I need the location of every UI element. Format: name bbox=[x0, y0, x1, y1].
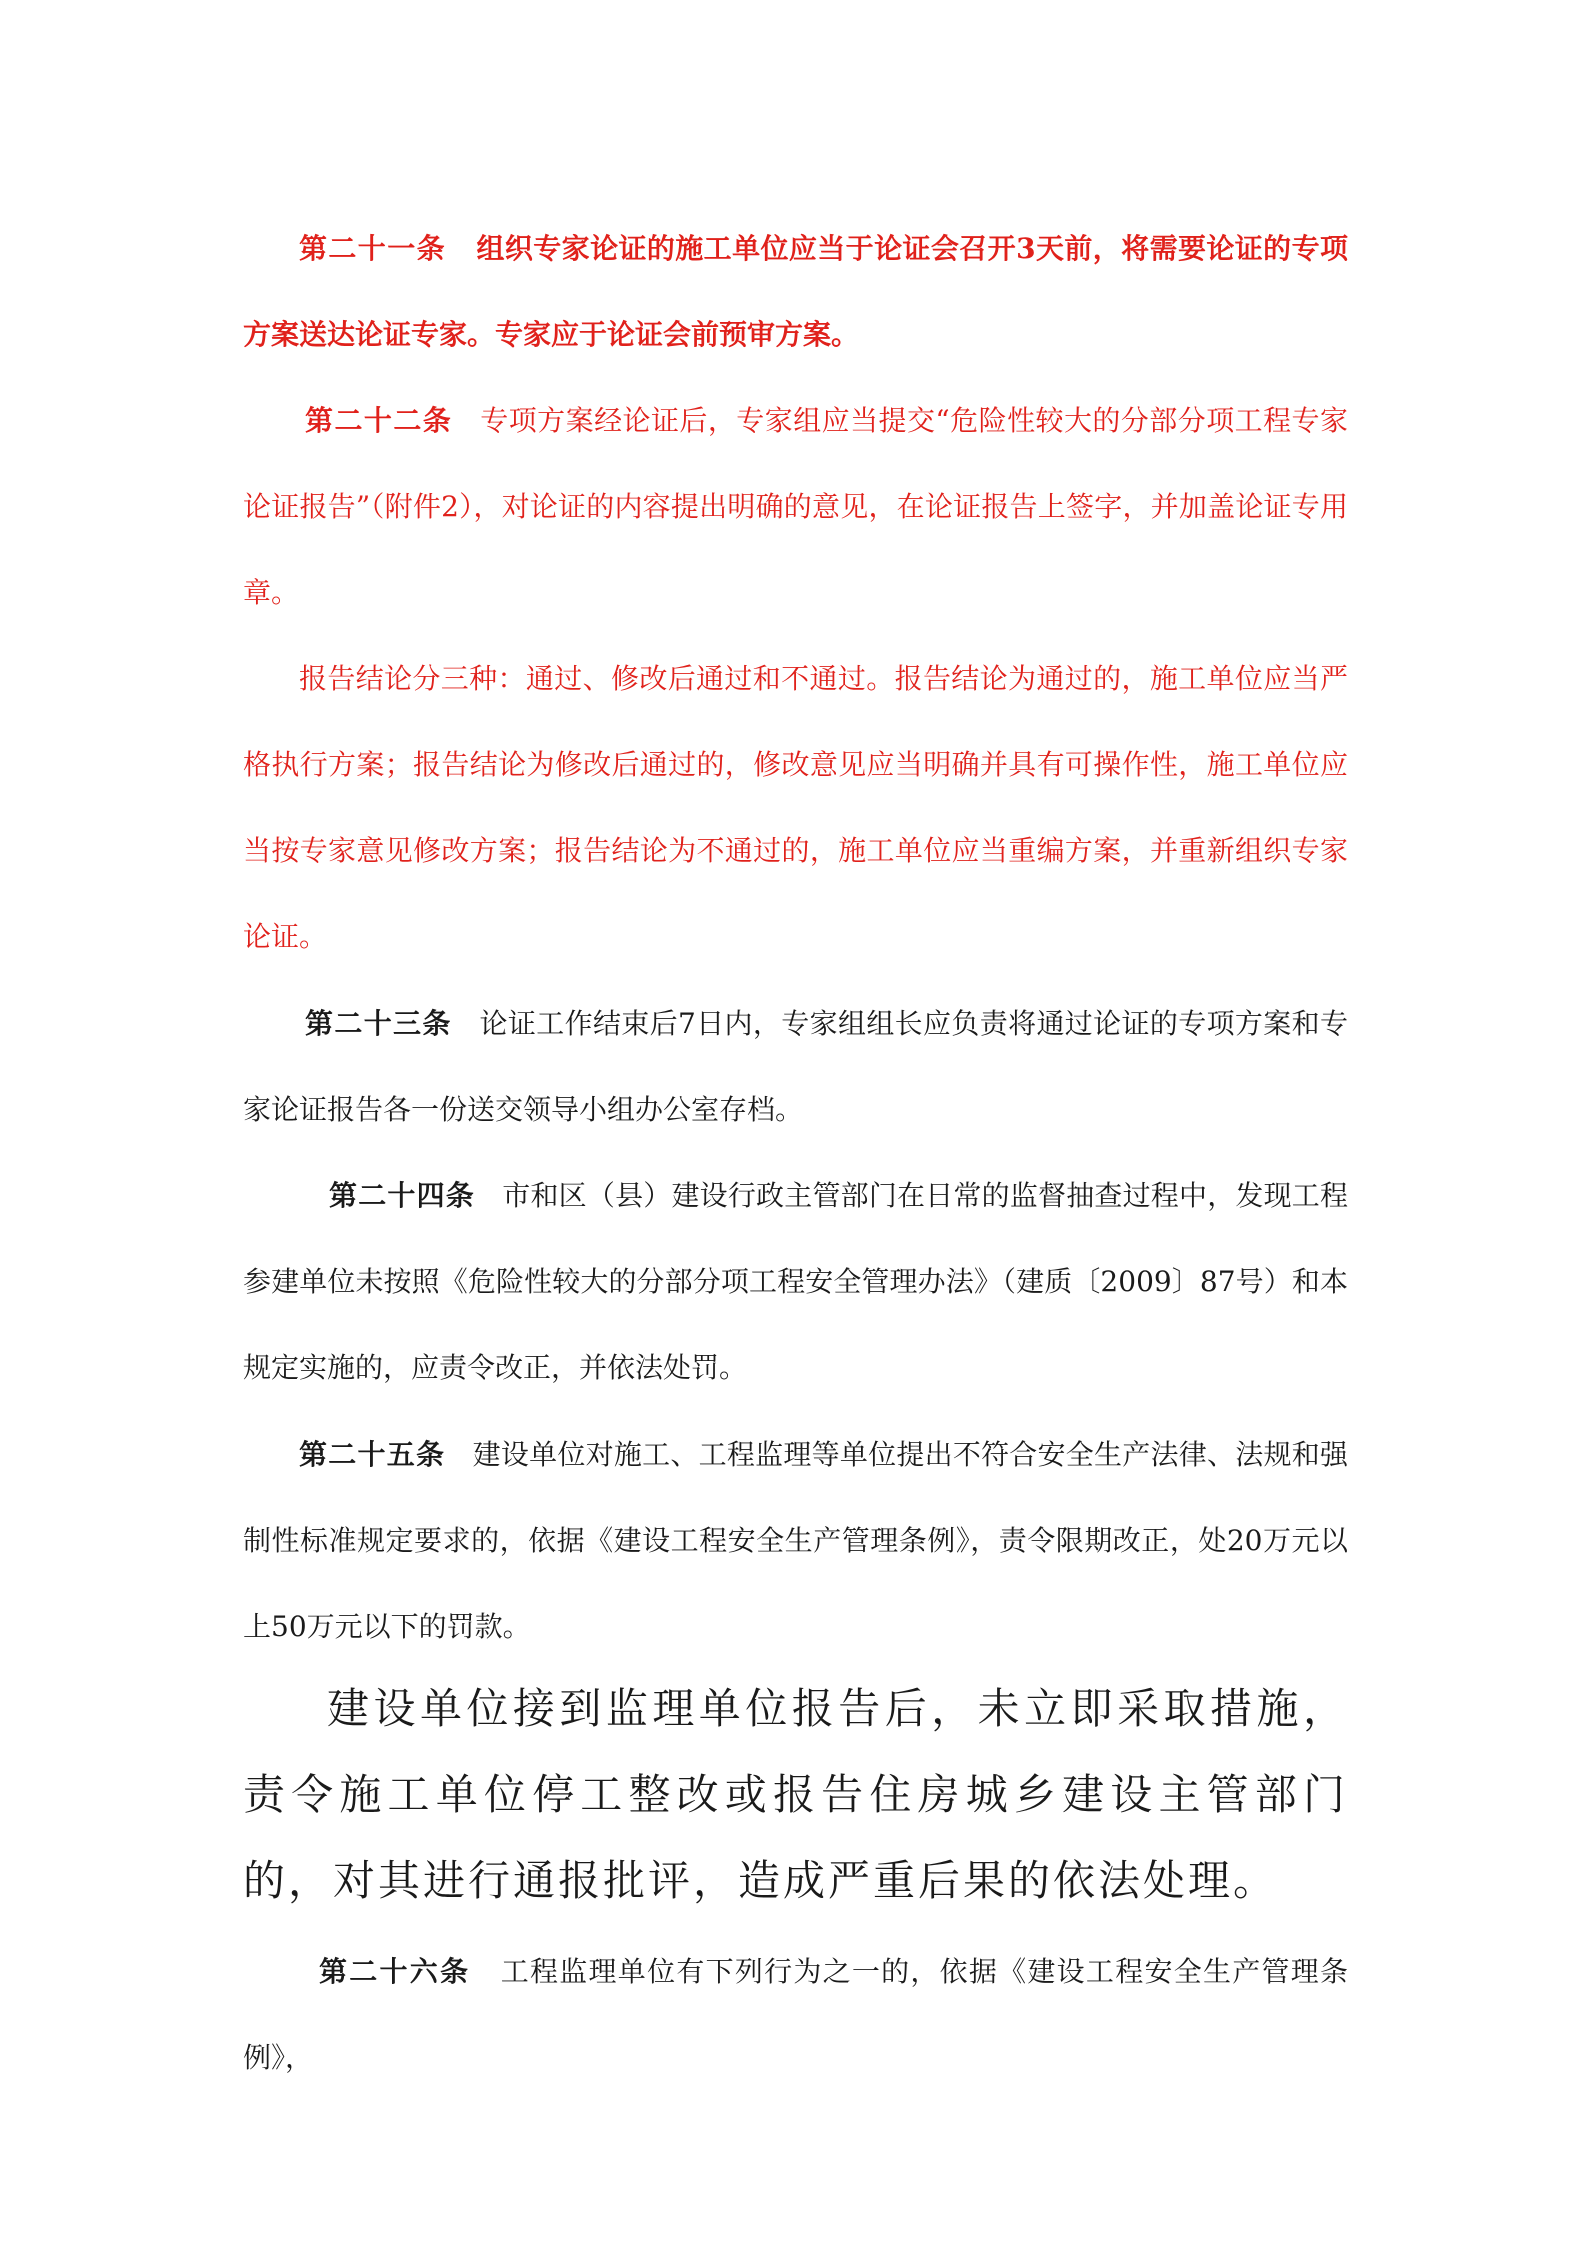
article-23-heading: 第二十三条 bbox=[305, 1007, 452, 1040]
article-22-heading: 第二十二条 bbox=[305, 404, 453, 437]
article-21-heading: 第二十一条 bbox=[299, 232, 447, 265]
article-24-text: 市和区（县）建设行政主管部门在日常的监督抽查过程中，发现工程参建单位未按照《危险性较大的分部分项工程安全管理办法》（建质〔2009〕87号）和本规定实施的，应责令改正，并依法处罚。 bbox=[243, 1179, 1348, 1384]
article-25-extra bbox=[243, 1666, 1348, 1924]
article-24 bbox=[243, 1153, 1348, 1411]
article-22 bbox=[243, 378, 1348, 636]
article-25 bbox=[243, 1412, 1348, 1670]
article-21 bbox=[243, 206, 1348, 378]
article-25-extra-text: 建设单位接到监理单位报告后，未立即采取措施，责令施工单位停工整改或报告住房城乡建设主管部门的，对其进行通报批评，造成严重后果的依法处理。 bbox=[243, 1684, 1348, 1905]
article-25-text: 建设单位对施工、工程监理等单位提出不符合安全生产法律、法规和强制性标准规定要求的，依据《建设工程安全生产管理条例》，责令限期改正，处20万元以上50万元以下的罚款。 bbox=[243, 1438, 1348, 1643]
article-22-conclusion-text: 报告结论分三种：通过、修改后通过和不通过。报告结论为通过的，施工单位应当严格执行方案；报告结论为修改后通过的，修改意见应当明确并具有可操作性，施工单位应当按专家意见修改方案；报告结论为不通过的，施工单位应当重编方案，并重新组织专家论证。 bbox=[243, 662, 1348, 953]
article-21-text: 组织专家论证的施工单位应当于论证会召开3天前，将需要论证的专项方案送达论证专家。专家应于论证会前预审方案。 bbox=[243, 232, 1348, 351]
article-22-conclusion bbox=[243, 636, 1348, 980]
article-23-text: 论证工作结束后7日内，专家组组长应负责将通过论证的专项方案和专家论证报告各一份送交领导小组办公室存档。 bbox=[243, 1007, 1348, 1126]
article-26-heading: 第二十六条 bbox=[319, 1955, 471, 1988]
article-23 bbox=[243, 981, 1348, 1153]
article-25-heading: 第二十五条 bbox=[299, 1438, 446, 1471]
article-26-text: 工程监理单位有下列行为之一的，依据《建设工程安全生产管理条例》， bbox=[243, 1955, 1348, 2074]
article-26 bbox=[243, 1929, 1348, 2101]
article-24-heading: 第二十四条 bbox=[329, 1179, 475, 1212]
article-22-text: 专项方案经论证后，专家组应当提交“危险性较大的分部分项工程专家论证报告”（附件2），对论证的内容提出明确的意见，在论证报告上签字，并加盖论证专用章。 bbox=[243, 404, 1348, 609]
